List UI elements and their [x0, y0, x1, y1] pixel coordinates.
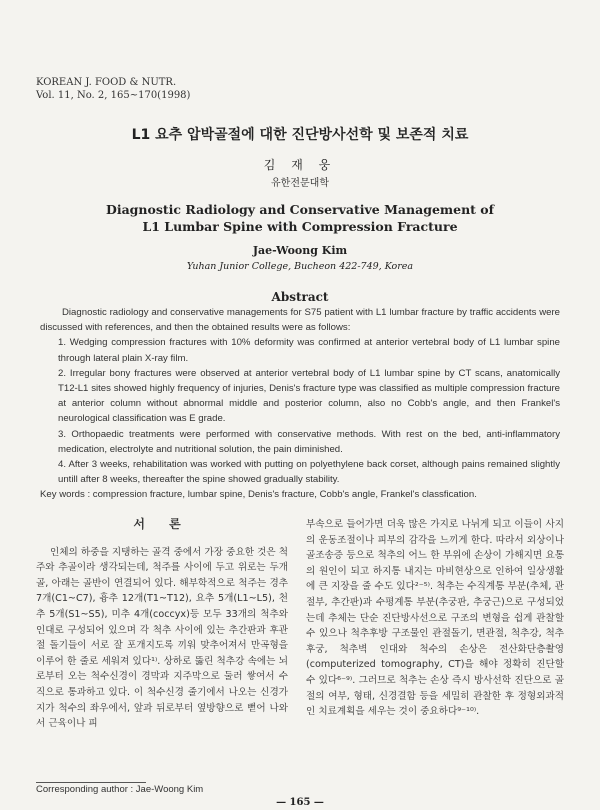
abstract-item: 2. Irregular bony fractures were observed at anterior vertebral body of L1 lumbar spine by CT scans, anatomically T12-L1 sites showed highly frequency of injuries, Denis's fracture type was classified as multiple compression fracture at anterior column without abnormal middle and posterior column, also no Cobb's angle, and then Frankel's neurological classification was E grade. — [58, 367, 560, 425]
corresponding-author-footnote: Corresponding author : Jae-Woong Kim — [36, 784, 204, 795]
abstract-intro: Diagnostic radiology and conservative managements for S75 patient with L1 lumbar fracture by traffic accidents were discussed with references, and then the obtained results were as follows: — [40, 307, 560, 334]
english-author: Jae-Woong Kim — [252, 244, 348, 257]
right-paragraph: 부속으로 들어가면 더욱 많은 가지로 나뉘게 되고 이들이 사지의 운동조절이나 피부의 감각을 느끼게 한다. 따라서 외상이나 골조송증 등으로 척추의 어느 한 부위에 손상이 가해지면 요통의 원인이 되고 하지통 내지는 마비현상으로 인하여 일상생활에 큰 지장을 줄 수도 있다²⁻⁵⁾. 척추는 수직계통 부분(추체, 관절부, 추간판)과 수평계통 부분(추궁판, 추궁근)으로 구성되었는데 추체는 단순 진단방사선으로 구조의 변형을 쉽게 관찰할 수 있으나 척추후방 구조물인 관절돌기, 면관절, 척추강, 척추후궁, 척추벽 인대와 척수의 손상은 전산화단층촬영(computerized tomography, CT)을 해야 정확히 진단할 수 있다⁶⁻⁹⁾. 그러므로 척추는 손상 즉시 방사선학 진단으로 골절의 여부, 형태, 신경결함 등을 세밀히 관찰한 후 정형외과적인 치료계획을 세우는 것이 중요하다⁹⁻¹⁰⁾. — [306, 519, 564, 718]
english-title-line1: Diagnostic Radiology and Conservative Management of — [105, 202, 495, 217]
english-title — [0, 201, 600, 235]
keywords: Key words : compression fracture, lumbar spine, Denis's fracture, Cobb's angle, Frankel's classfication. — [40, 489, 477, 501]
english-affiliation: Yuhan Junior College, Bucheon 422-749, Korea — [186, 261, 414, 272]
body-left-column — [36, 517, 288, 732]
left-paragraph: 인체의 하중을 지탱하는 골격 중에서 가장 중요한 것은 척주와 추골이라 생각되는데, 척주를 사이에 두고 위로는 두개골, 아래는 골반이 연결되어 있다. 해부학적으로 척주는 경추 7개(C1~C7), 흉추 12개(T1~T12), 요추 5개(L1~L5), 천추 5개(S1~S5), 미추 4개(coccyx)등 모두 33개의 척추와 인대로 구성되어 있으며 각 척추 사이에 있는 추간판과 후관절 돌기들이 서로 잘 포개지도록 끼워 맞추어져서 만곡형을 이루어 한 줄로 세워져 있다¹⁾. 상하로 뚫린 척추강 속에는 뇌로부터 오는 척수신경이 경막과 지주막으로 둘러 쌓여서 수직으로 통과하고 있다. 이 척수신경 줄기에서 나오는 신경가지가 척수의 좌우에서, 앞과 뒤로부터 옆방향으로 뻗어 나와서 근육이나 피 — [36, 546, 288, 730]
page-number: — 165 — — [276, 797, 324, 808]
korean-author: 김 재 웅 — [263, 158, 337, 172]
section-heading: 서 론 — [133, 517, 191, 531]
footnote-divider — [36, 782, 146, 783]
abstract-body — [40, 305, 560, 503]
abstract-item: 1. Wedging compression fractures with 10% deformity was confirmed at anterior vertebral body of L1 lumbar spine through lateral plain X-ray film. — [58, 337, 560, 364]
body-right-column — [306, 517, 564, 720]
abstract-item: 4. After 3 weeks, rehabilitation was worked with putting on polyethylene back corset, although pains remained slightly untill after 8 weeks, thereafter the spine showed gradually stability. — [58, 459, 560, 486]
english-title-line2: L1 Lumbar Spine with Compression Fracture — [142, 219, 458, 234]
journal-name: KOREAN J. FOOD & NUTR. — [36, 77, 177, 88]
journal-citation — [36, 76, 190, 102]
abstract-heading: Abstract — [271, 290, 329, 304]
korean-affiliation: 유한전문대학 — [271, 178, 329, 189]
abstract-list — [40, 335, 560, 487]
journal-issue: Vol. 11, No. 2, 165~170(1998) — [36, 90, 191, 101]
korean-title: L1 요추 압박골절에 대한 진단방사선학 및 보존적 치료 — [131, 127, 469, 143]
abstract-item: 3. Orthopaedic treatments were performed with conservative methods. With rest on the bed, anti-inflammatory medication, electrolyte and nutritional solution, the pain diminished. — [58, 428, 560, 455]
